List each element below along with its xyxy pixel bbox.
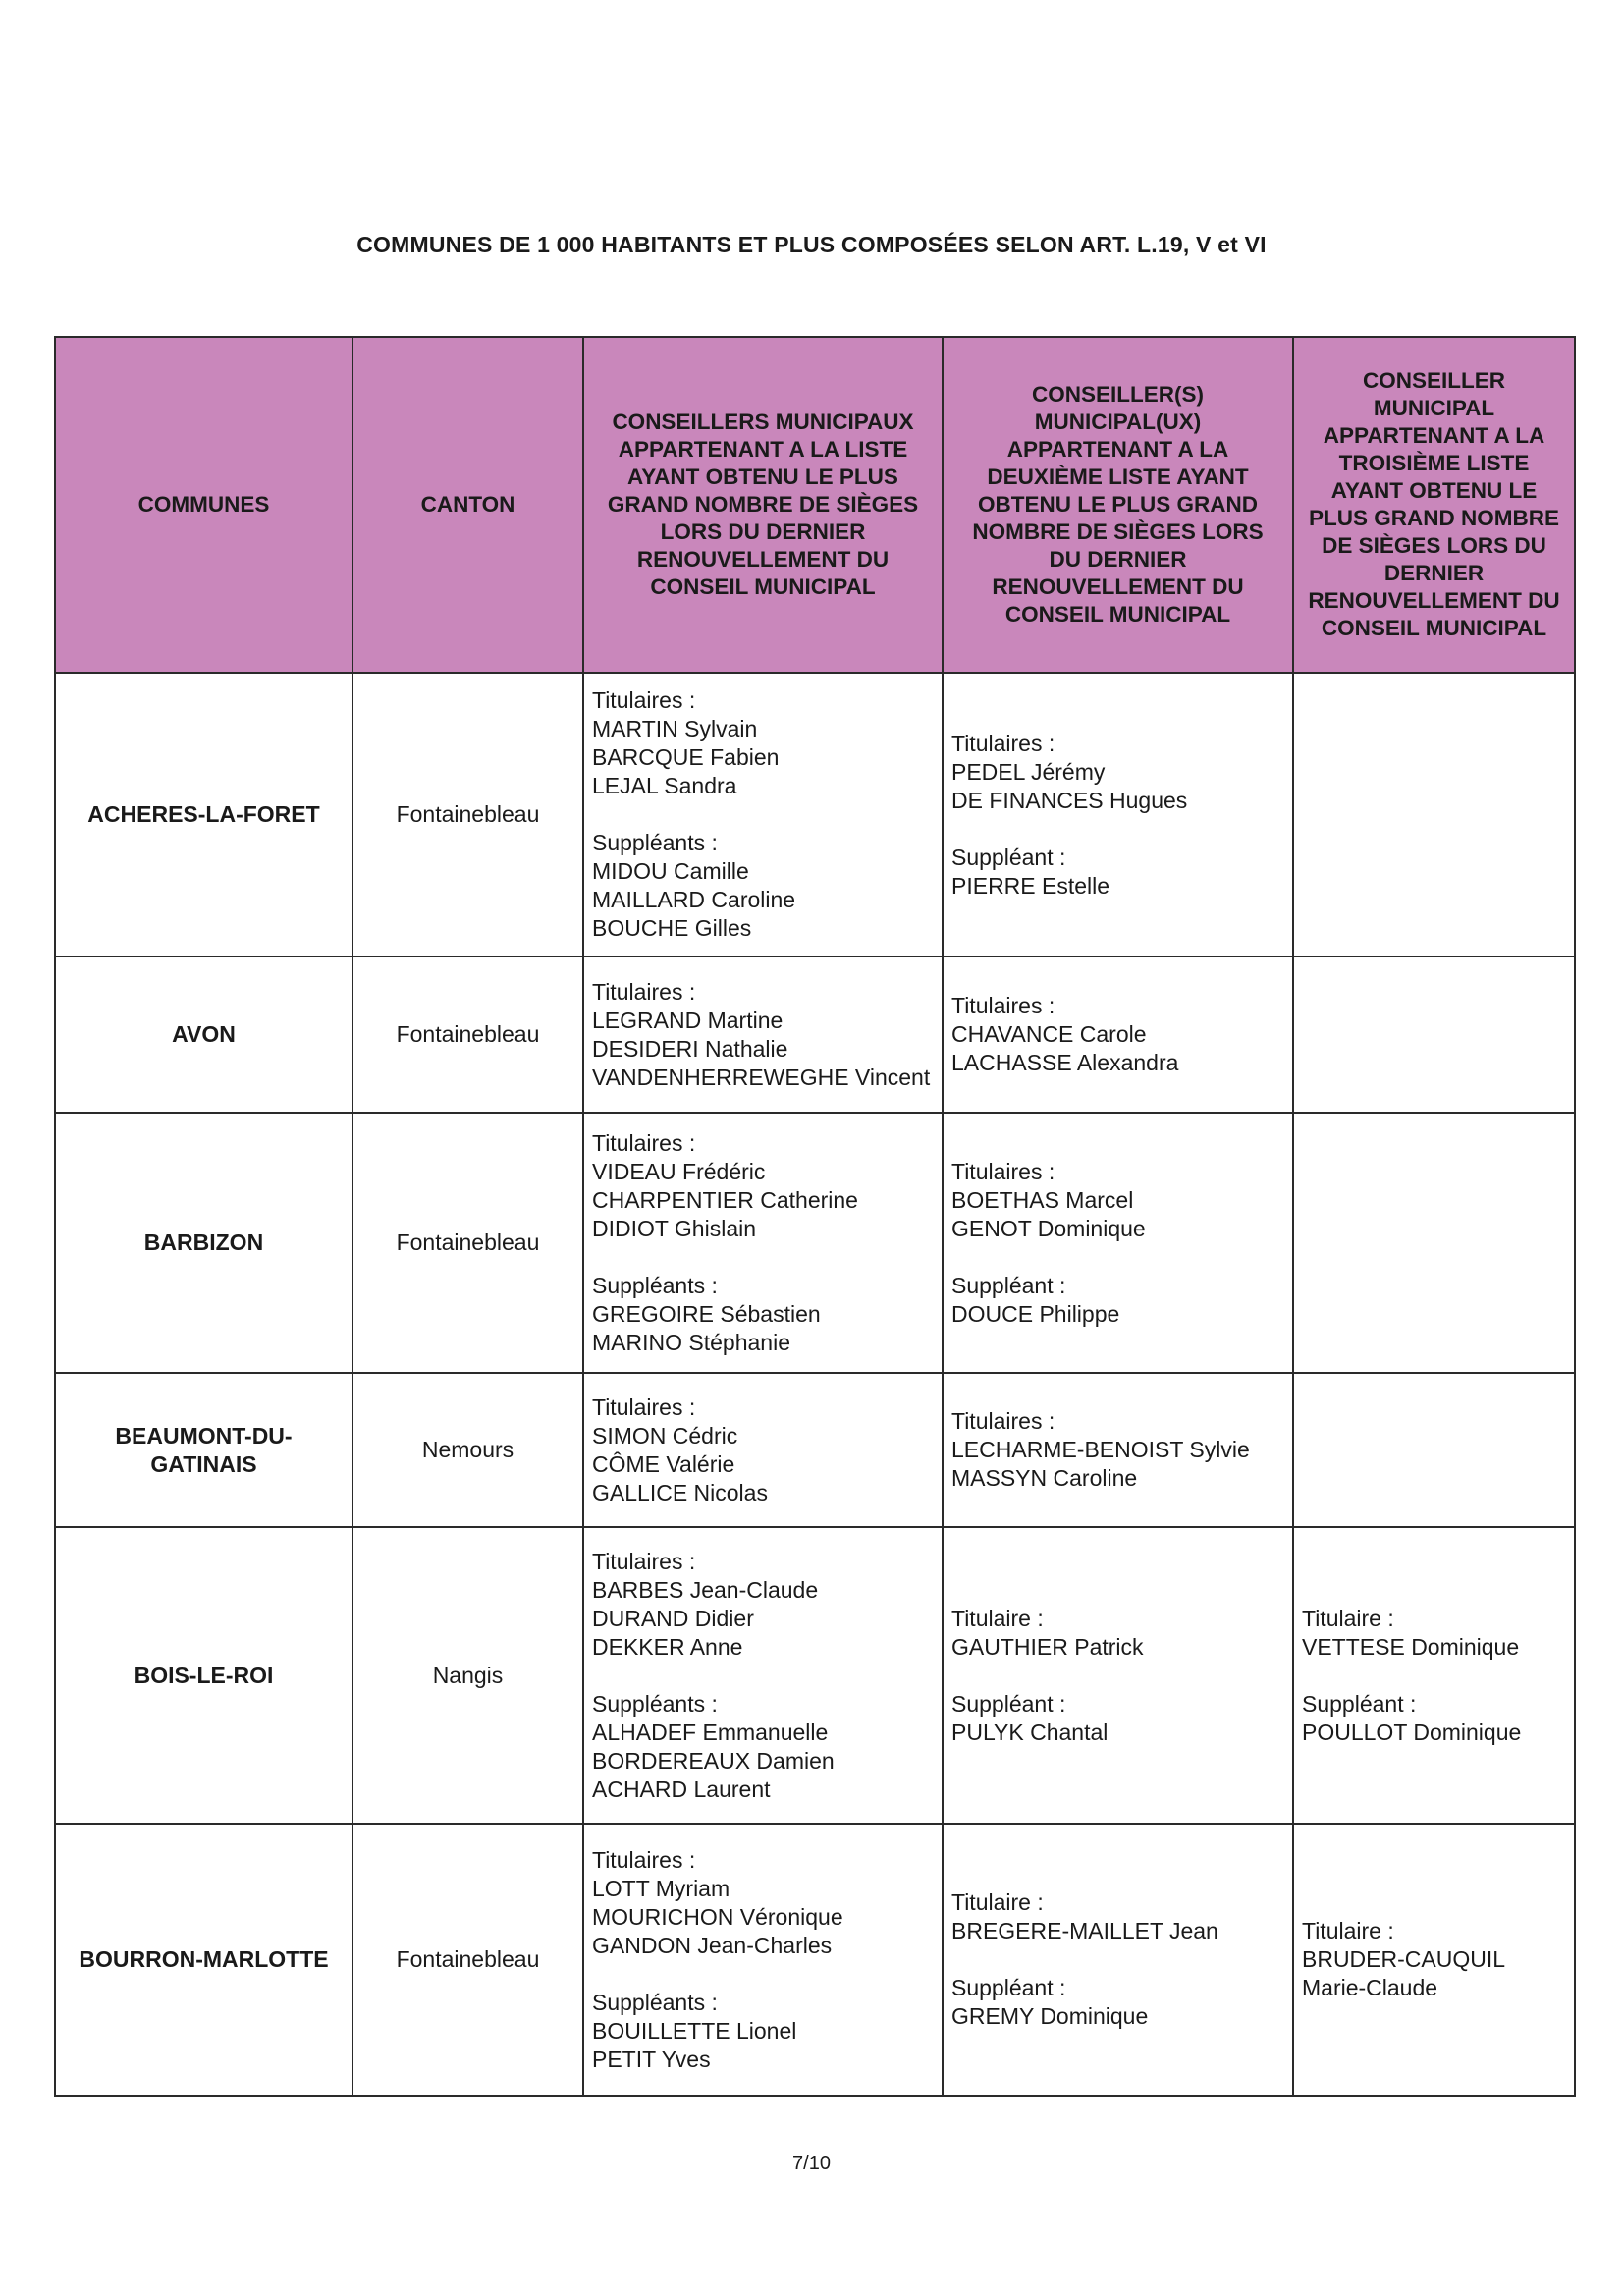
councillor-role-label: Suppléant : xyxy=(951,1690,1066,1717)
councillor-role-label: Suppléant : xyxy=(951,1272,1066,1298)
councillor-role-label: Suppléants : xyxy=(592,1690,718,1717)
councillor-name: LOTT Myriam xyxy=(592,1875,730,1901)
councillor-name: GAUTHIER Patrick xyxy=(951,1633,1144,1660)
third-list-councillors xyxy=(1293,1113,1575,1373)
page-number: 7/10 xyxy=(792,2153,831,2174)
commune-name: BEAUMONT-DU-GATINAIS xyxy=(55,1373,352,1527)
second-list-councillors xyxy=(943,1527,1293,1824)
councillor-role-label: Titulaires : xyxy=(951,993,1055,1018)
councillor-name: GANDON Jean-Charles xyxy=(592,1932,833,1958)
header-communes: COMMUNES xyxy=(55,337,352,673)
table-row xyxy=(55,1824,1575,2096)
second-list-councillors xyxy=(943,1113,1293,1373)
councillor-name: CHAVANCE Carole xyxy=(951,1021,1147,1047)
header-canton: CANTON xyxy=(352,337,583,673)
councillor-group xyxy=(592,1394,934,1507)
councillor-name: GREMY Dominique xyxy=(951,2003,1149,2029)
councillor-group xyxy=(592,1548,934,1662)
first-list-councillors xyxy=(583,673,943,957)
table-row xyxy=(55,1527,1575,1824)
councillor-group xyxy=(592,1272,934,1357)
councillor-name: MAILLARD Caroline xyxy=(592,887,796,912)
councillor-role-label: Suppléants : xyxy=(592,1272,718,1298)
councillor-name: DURAND Didier xyxy=(592,1605,754,1631)
councillor-name: GALLICE Nicolas xyxy=(592,1479,768,1505)
councillor-name: BORDEREAUX Damien xyxy=(592,1747,835,1774)
first-list-councillors xyxy=(583,957,943,1113)
canton-name: Fontainebleau xyxy=(352,1824,583,2096)
councillor-name: LEGRAND Martine xyxy=(592,1007,784,1033)
councillor-group xyxy=(1302,1917,1566,2002)
canton-name: Fontainebleau xyxy=(352,673,583,957)
councillor-name: DE FINANCES Hugues xyxy=(951,787,1188,813)
councillor-name: PIERRE Estelle xyxy=(951,872,1110,899)
councillor-group xyxy=(951,1690,1284,1747)
councillor-role-label: Titulaires : xyxy=(592,1846,696,1873)
councillor-name: GENOT Dominique xyxy=(951,1215,1146,1241)
first-list-councillors xyxy=(583,1373,943,1527)
councillor-name: PETIT Yves xyxy=(592,2046,711,2072)
councillor-group xyxy=(951,1272,1284,1329)
councillor-name: BARCQUE Fabien xyxy=(592,744,780,770)
councillor-group xyxy=(951,1888,1284,1945)
councillors-table-container xyxy=(54,336,1574,2097)
first-list-councillors xyxy=(583,1527,943,1824)
first-list-councillors xyxy=(583,1824,943,2096)
councillor-group xyxy=(592,686,934,800)
table-row xyxy=(55,673,1575,957)
councillor-name: PULYK Chantal xyxy=(951,1719,1109,1745)
councillor-name: PEDEL Jérémy xyxy=(951,758,1106,785)
header-second-list: CONSEILLER(S) MUNICIPAL(UX) APPARTENANT A LA DEUXIÈME LISTE AYANT OBTENU LE PLUS GRAND NOMBRE DE SIÈGES LORS DU DERNIER RENOUVELLEMENT DU CONSEIL MUNICIPAL xyxy=(943,337,1293,673)
councillor-role-label: Titulaire : xyxy=(1302,1918,1394,1943)
third-list-councillors xyxy=(1293,673,1575,957)
councillors-table xyxy=(54,336,1576,2097)
third-list-councillors xyxy=(1293,1373,1575,1527)
councillor-name: MARTIN Sylvain xyxy=(592,716,758,741)
councillor-name: GREGOIRE Sébastien xyxy=(592,1300,821,1327)
councillor-role-label: Suppléant : xyxy=(951,844,1066,870)
councillor-group xyxy=(592,1989,934,2074)
table-body xyxy=(55,673,1575,2096)
commune-name: ACHERES-LA-FORET xyxy=(55,673,352,957)
councillor-name: ACHARD Laurent xyxy=(592,1776,771,1802)
councillor-name: ALHADEF Emmanuelle xyxy=(592,1719,829,1745)
councillor-group xyxy=(951,1974,1284,2031)
councillor-group xyxy=(592,978,934,1092)
councillor-name: DEKKER Anne xyxy=(592,1633,743,1660)
councillor-role-label: Titulaires : xyxy=(592,1548,696,1574)
councillor-name: DESIDERI Nathalie xyxy=(592,1035,788,1062)
councillor-role-label: Titulaire : xyxy=(951,1605,1044,1631)
councillor-name: VANDENHERREWEGHE Vincent xyxy=(592,1064,931,1090)
councillor-name: BARBES Jean-Claude xyxy=(592,1576,819,1603)
canton-name: Fontainebleau xyxy=(352,957,583,1113)
table-row xyxy=(55,1113,1575,1373)
councillor-group xyxy=(592,1690,934,1804)
councillor-name: BOUCHE Gilles xyxy=(592,915,752,941)
councillor-group xyxy=(951,730,1284,815)
councillor-role-label: Titulaire : xyxy=(1302,1605,1394,1631)
table-row xyxy=(55,957,1575,1113)
table-row xyxy=(55,1373,1575,1527)
councillor-group xyxy=(951,1605,1284,1662)
councillor-role-label: Titulaires : xyxy=(951,1408,1055,1434)
third-list-councillors xyxy=(1293,1824,1575,2096)
commune-name: BOURRON-MARLOTTE xyxy=(55,1824,352,2096)
councillor-group xyxy=(1302,1690,1566,1747)
second-list-councillors xyxy=(943,1373,1293,1527)
councillor-name: VIDEAU Frédéric xyxy=(592,1158,766,1184)
header-third-list: CONSEILLER MUNICIPAL APPARTENANT A LA TROISIÈME LISTE AYANT OBTENU LE PLUS GRAND NOMBRE DE SIÈGES LORS DU DERNIER RENOUVELLEMENT DU CONSEIL MUNICIPAL xyxy=(1293,337,1575,673)
councillor-group xyxy=(951,1407,1284,1493)
councillor-name: MARINO Stéphanie xyxy=(592,1329,790,1355)
councillor-name: DOUCE Philippe xyxy=(951,1300,1120,1327)
councillor-name: MIDOU Camille xyxy=(592,858,749,884)
councillor-role-label: Titulaire : xyxy=(951,1889,1044,1915)
councillor-group xyxy=(951,844,1284,901)
councillor-role-label: Titulaires : xyxy=(592,1394,696,1420)
second-list-councillors xyxy=(943,1824,1293,2096)
third-list-councillors xyxy=(1293,957,1575,1113)
header-first-list: CONSEILLERS MUNICIPAUX APPARTENANT A LA LISTE AYANT OBTENU LE PLUS GRAND NOMBRE DE SIÈGES LORS DU DERNIER RENOUVELLEMENT DU CONSEIL MUNICIPAL xyxy=(583,337,943,673)
councillor-name: LEJAL Sandra xyxy=(592,773,737,798)
councillor-name: CÔME Valérie xyxy=(592,1450,735,1477)
councillor-role-label: Suppléant : xyxy=(1302,1690,1417,1717)
councillor-group xyxy=(951,992,1284,1077)
councillor-name: VETTESE Dominique xyxy=(1302,1633,1520,1660)
second-list-councillors xyxy=(943,957,1293,1113)
councillor-group xyxy=(592,829,934,943)
councillor-name: BOUILLETTE Lionel xyxy=(592,2017,797,2044)
councillor-role-label: Titulaires : xyxy=(592,687,696,713)
councillor-name: BREGERE-MAILLET Jean xyxy=(951,1918,1218,1943)
councillor-group xyxy=(1302,1605,1566,1662)
councillor-role-label: Suppléant : xyxy=(951,1975,1066,2000)
councillor-role-label: Titulaires : xyxy=(592,1129,696,1156)
commune-name: BOIS-LE-ROI xyxy=(55,1527,352,1824)
commune-name: AVON xyxy=(55,957,352,1113)
councillor-group xyxy=(592,1129,934,1243)
councillor-role-label: Titulaires : xyxy=(592,978,696,1005)
canton-name: Nangis xyxy=(352,1527,583,1824)
councillor-name: BOETHAS Marcel xyxy=(951,1186,1134,1213)
councillor-group xyxy=(592,1846,934,1960)
first-list-councillors xyxy=(583,1113,943,1373)
table-header-row xyxy=(55,337,1575,673)
councillor-role-label: Titulaires : xyxy=(951,730,1055,756)
councillor-role-label: Titulaires : xyxy=(951,1158,1055,1184)
document-title: COMMUNES DE 1 000 HABITANTS ET PLUS COMPOSÉES SELON ART. L.19, V et VI xyxy=(356,232,1267,257)
second-list-councillors xyxy=(943,673,1293,957)
councillor-name: CHARPENTIER Catherine xyxy=(592,1186,858,1213)
councillor-name: BRUDER-CAUQUIL Marie-Claude xyxy=(1302,1946,1505,2000)
councillor-role-label: Suppléants : xyxy=(592,830,718,855)
commune-name: BARBIZON xyxy=(55,1113,352,1373)
councillor-name: MOURICHON Véronique xyxy=(592,1903,843,1930)
canton-name: Nemours xyxy=(352,1373,583,1527)
councillor-name: MASSYN Caroline xyxy=(951,1465,1138,1491)
councillor-name: DIDIOT Ghislain xyxy=(592,1215,757,1241)
councillor-name: SIMON Cédric xyxy=(592,1422,738,1449)
canton-name: Fontainebleau xyxy=(352,1113,583,1373)
councillor-group xyxy=(951,1158,1284,1243)
councillor-name: POULLOT Dominique xyxy=(1302,1719,1522,1745)
councillor-name: LACHASSE Alexandra xyxy=(951,1050,1179,1075)
third-list-councillors xyxy=(1293,1527,1575,1824)
councillor-name: LECHARME-BENOIST Sylvie xyxy=(951,1437,1250,1462)
councillor-role-label: Suppléants : xyxy=(592,1989,718,2015)
